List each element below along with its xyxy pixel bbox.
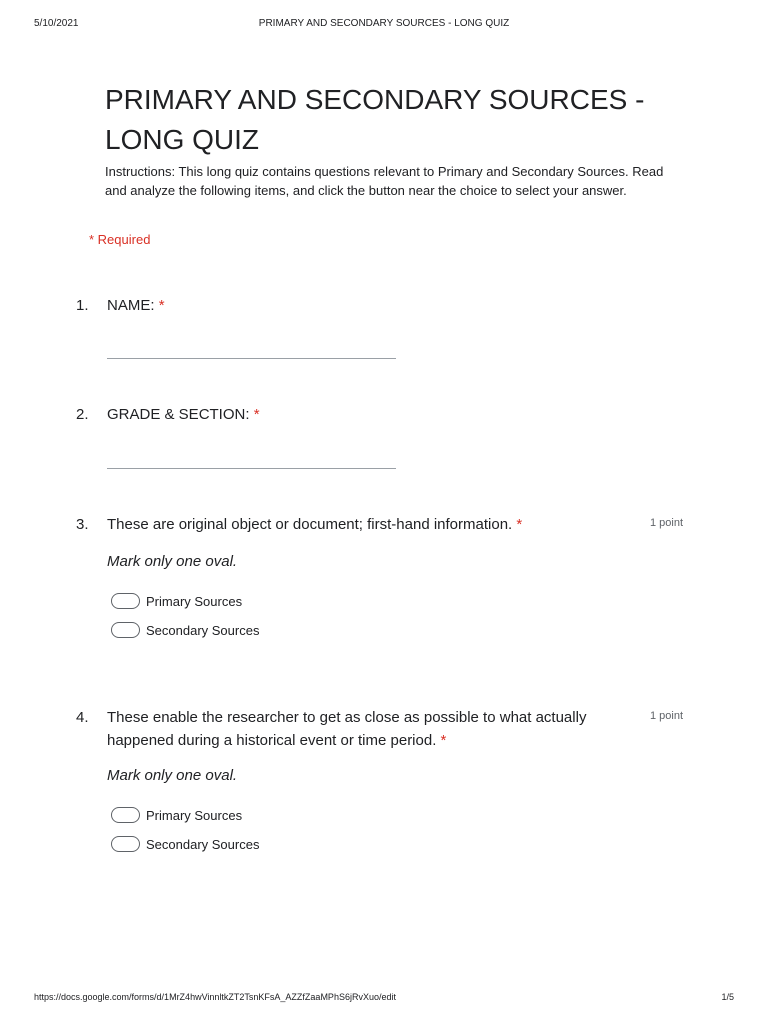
print-footer	[0, 992, 768, 1006]
question-label: NAME:	[107, 297, 155, 314]
radio-oval[interactable]	[111, 807, 140, 823]
required-star: *	[440, 732, 447, 749]
required-note: * Required	[89, 232, 151, 247]
question-text	[107, 706, 627, 752]
print-title: PRIMARY AND SECONDARY SOURCES - LONG QUIZ	[258, 18, 510, 29]
print-header	[0, 18, 768, 32]
question-number: 2.	[76, 406, 89, 423]
required-star: *	[253, 406, 260, 423]
option-label: Primary Sources	[146, 594, 243, 609]
required-star: *	[516, 516, 523, 533]
mark-hint: Mark only one oval.	[107, 553, 238, 570]
question-text	[107, 294, 627, 317]
question-text	[107, 403, 627, 426]
radio-oval[interactable]	[111, 593, 140, 609]
question-number: 4.	[76, 709, 89, 726]
question-text	[107, 513, 627, 536]
page-number: 1/5	[721, 992, 734, 1002]
name-answer-field[interactable]	[107, 358, 396, 359]
grade-section-answer-field[interactable]	[107, 468, 396, 469]
question-points: 1 point	[650, 517, 684, 529]
question-points: 1 point	[650, 710, 684, 722]
option-secondary-sources[interactable]	[111, 835, 411, 855]
option-label: Primary Sources	[146, 808, 243, 823]
question-label: These are original object or document; first-hand information.	[107, 516, 513, 533]
print-date: 5/10/2021	[34, 18, 79, 29]
form-description: Instructions: This long quiz contains questions relevant to Primary and Secondary Sources. Read and analyze the following items, and click the button near the choice to select your answer.	[105, 164, 664, 198]
option-label: Secondary Sources	[146, 623, 260, 638]
required-star: *	[158, 297, 165, 314]
option-secondary-sources[interactable]	[111, 621, 411, 641]
option-primary-sources[interactable]	[111, 806, 411, 826]
print-url: https://docs.google.com/forms/d/1MrZ4hwVinnltkZT2TsnKFsA_AZZfZaaMPhS6jRvXuo/edit	[34, 992, 396, 1002]
mark-hint: Mark only one oval.	[107, 767, 238, 784]
question-label: These enable the researcher to get as close as possible to what actually happened during a historical event or time period.	[107, 709, 587, 749]
option-primary-sources[interactable]	[111, 592, 411, 612]
question-label: GRADE & SECTION:	[107, 406, 250, 423]
radio-oval[interactable]	[111, 836, 140, 852]
question-number: 3.	[76, 516, 89, 533]
question-number: 1.	[76, 297, 89, 314]
radio-oval[interactable]	[111, 622, 140, 638]
form-title: PRIMARY AND SECONDARY SOURCES - LONG QUIZ	[105, 84, 645, 155]
option-label: Secondary Sources	[146, 837, 260, 852]
